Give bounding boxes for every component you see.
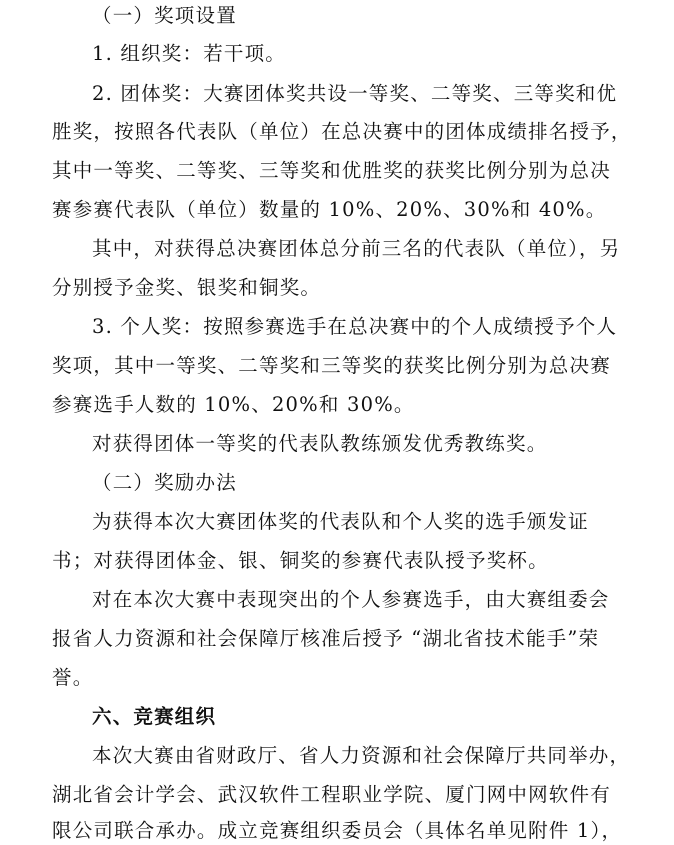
- paragraph-line: 湖北省会计学会、武汉软件工程职业学院、厦门网中网软件有: [52, 783, 611, 806]
- paragraph-line: 对获得团体一等奖的代表队教练颁发优秀教练奖。: [92, 432, 548, 455]
- paragraph-line: 分别授予金奖、银奖和铜奖。: [52, 276, 322, 299]
- paragraph-line: 2. 团体奖：大赛团体奖共设一等奖、二等奖、三等奖和优: [92, 82, 618, 105]
- paragraph-line: 书；对获得团体金、银、铜奖的参赛代表队授予奖杯。: [52, 549, 549, 572]
- paragraph-line: 限公司联合承办。成立竞赛组织委员会（具体名单见附件 1），: [52, 819, 623, 842]
- paragraph-line: 其中一等奖、二等奖、三等奖和优胜奖的获奖比例分别为总决: [52, 159, 611, 182]
- section-heading: 六、竞赛组织: [92, 705, 217, 728]
- paragraph-line: 报省人力资源和社会保障厅核准后授予 “湖北省技术能手”荣: [52, 627, 600, 650]
- paragraph-line: 参赛选手人数的 10%、20%和 30%。: [52, 393, 415, 416]
- paragraph-line: 其中，对获得总决赛团体总分前三名的代表队（单位），另: [92, 237, 621, 260]
- paragraph-line: 胜奖，按照各代表队（单位）在总决赛中的团体成绩排名授予，: [52, 120, 632, 143]
- paragraph-line: 3. 个人奖：按照参赛选手在总决赛中的个人成绩授予个人: [92, 315, 618, 338]
- paragraph-line: 本次大赛由省财政厅、省人力资源和社会保障厅共同举办，: [92, 744, 631, 767]
- paragraph-line: 为获得本次大赛团体奖的代表队和个人奖的选手颁发证: [92, 510, 589, 533]
- paragraph-line: 誉。: [52, 666, 94, 689]
- subheading-award-settings: （一）奖项设置: [92, 4, 237, 27]
- paragraph-line: 赛参赛代表队（单位）数量的 10%、20%、30%和 40%。: [52, 198, 607, 221]
- paragraph-line: 奖项，其中一等奖、二等奖和三等奖的获奖比例分别为总决赛: [52, 354, 611, 377]
- subheading-award-methods: （二）奖励办法: [92, 471, 237, 494]
- paragraph-line: 1. 组织奖：若干项。: [92, 42, 287, 65]
- paragraph-line: 对在本次大赛中表现突出的个人参赛选手，由大赛组委会: [92, 588, 610, 611]
